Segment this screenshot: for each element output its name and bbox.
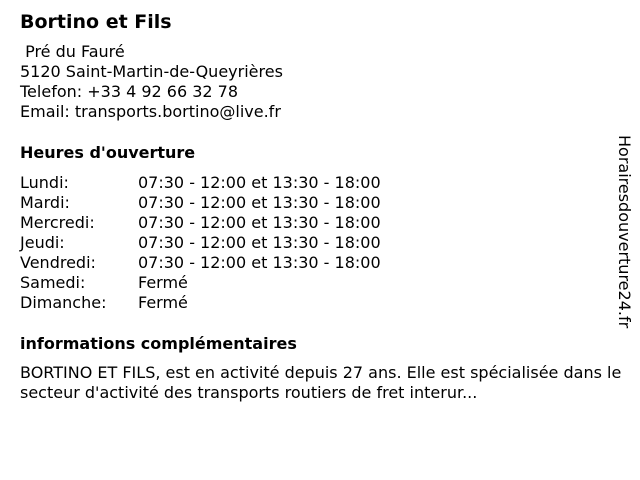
hours-row-monday bbox=[20, 173, 620, 193]
opening-hours-title: Heures d'ouverture bbox=[20, 143, 196, 162]
day-label: Samedi: bbox=[20, 273, 86, 292]
hours-row-sunday bbox=[20, 293, 620, 313]
day-hours: Fermé bbox=[138, 293, 188, 312]
day-hours: 07:30 - 12:00 et 13:30 - 18:00 bbox=[138, 233, 381, 252]
day-hours: 07:30 - 12:00 et 13:30 - 18:00 bbox=[138, 193, 381, 212]
day-hours: 07:30 - 12:00 et 13:30 - 18:00 bbox=[138, 213, 381, 232]
address-street: Pré du Fauré bbox=[20, 42, 125, 61]
hours-row-tuesday bbox=[20, 193, 620, 213]
site-watermark: Horairesdouverture24.fr bbox=[615, 135, 634, 329]
hours-row-thursday bbox=[20, 233, 620, 253]
day-label: Lundi: bbox=[20, 173, 69, 192]
day-label: Dimanche: bbox=[20, 293, 107, 312]
opening-hours-table bbox=[20, 173, 620, 313]
day-label: Mardi: bbox=[20, 193, 70, 212]
company-name: Bortino et Fils bbox=[20, 11, 172, 33]
phone-number: Telefon: +33 4 92 66 32 78 bbox=[20, 82, 239, 101]
day-hours: Fermé bbox=[138, 273, 188, 292]
hours-row-wednesday bbox=[20, 213, 620, 233]
day-label: Jeudi: bbox=[20, 233, 65, 252]
hours-row-friday bbox=[20, 253, 620, 273]
additional-info-text: BORTINO ET FILS, est en activité depuis 27 ans. Elle est spécialisée dans le secteur d'activité des transports routiers de fret interur... bbox=[20, 363, 622, 402]
additional-info-title: informations complémentaires bbox=[20, 334, 297, 353]
address-city: 5120 Saint-Martin-de-Queyrières bbox=[20, 62, 283, 81]
hours-row-saturday bbox=[20, 273, 620, 293]
day-label: Vendredi: bbox=[20, 253, 96, 272]
email-address: Email: transports.bortino@live.fr bbox=[20, 102, 281, 121]
company-listing bbox=[20, 10, 620, 403]
day-hours: 07:30 - 12:00 et 13:30 - 18:00 bbox=[138, 173, 381, 192]
day-label: Mercredi: bbox=[20, 213, 95, 232]
day-hours: 07:30 - 12:00 et 13:30 - 18:00 bbox=[138, 253, 381, 272]
